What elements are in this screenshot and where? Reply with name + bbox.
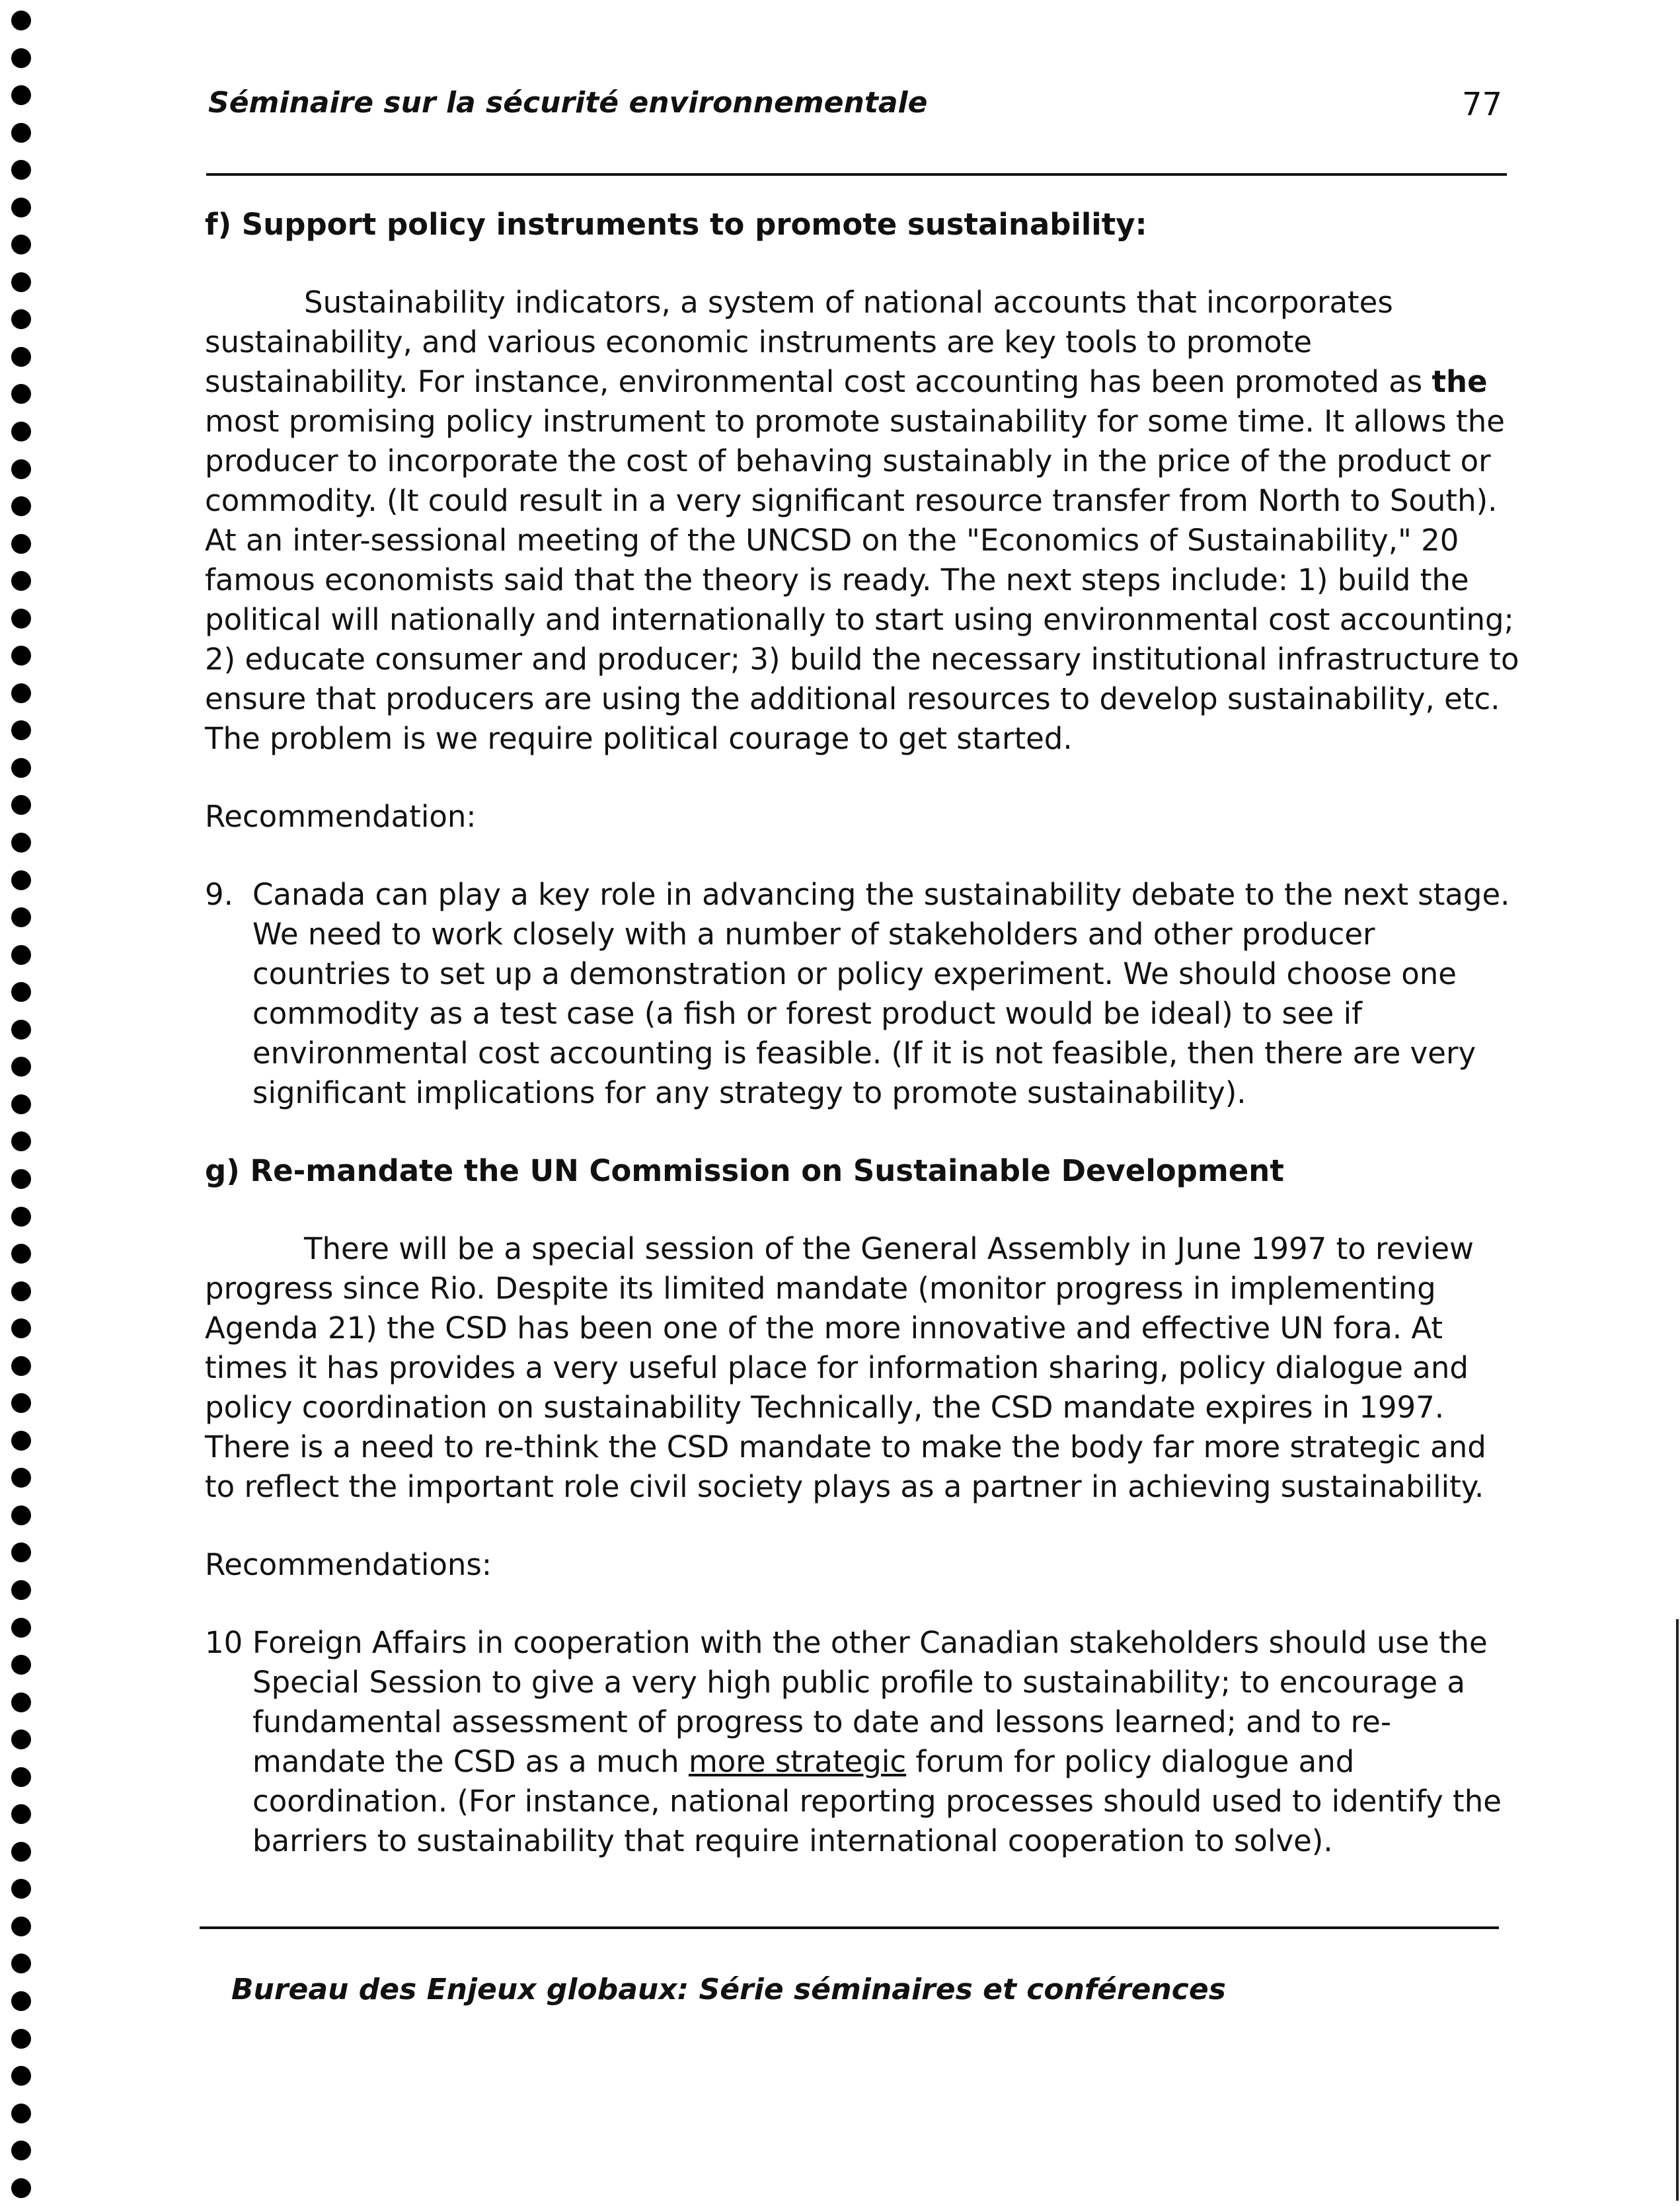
section-f-recommendation-label: Recommendation: xyxy=(205,799,477,834)
binding-hole xyxy=(11,1505,31,1525)
running-header-title: Séminaire sur la sécurité environnementale xyxy=(208,86,928,120)
binding-hole xyxy=(11,347,31,367)
binding-hole xyxy=(11,2066,31,2086)
binding-hole xyxy=(11,945,31,965)
binding-hole xyxy=(11,198,31,217)
binding-hole xyxy=(11,571,31,591)
binding-hole xyxy=(11,907,31,927)
binding-hole xyxy=(11,160,31,180)
binding-hole xyxy=(11,1842,31,1862)
binding-hole xyxy=(11,683,31,703)
recommendation-9 xyxy=(205,875,1521,1113)
binding-hole xyxy=(11,272,31,292)
binding-hole xyxy=(11,123,31,143)
binding-hole xyxy=(11,85,31,105)
section-g-recommendation-label: Recommendations: xyxy=(205,1547,492,1582)
binding-hole xyxy=(11,1393,31,1413)
binding-hole xyxy=(11,1879,31,1899)
binding-hole xyxy=(11,48,31,68)
section-g-paragraph: There will be a special session of the General Assembly in June 1997 to review progress since Rio. Despite its limited mandate (monitor progress in implementing Agenda 21) the CSD has been one of the more innovative and effective UN fora. At times it has provides a very useful place for information sharing, policy dialogue and policy coordination on sustainability Technically, the CSD mandate expires in 1997. There is a need to re-think the CSD mandate to make the body far more strategic and to reflect the important role civil society plays as a partner in achieving sustainability. xyxy=(205,1231,1486,1504)
binding-hole xyxy=(11,2029,31,2049)
recommendation-10 xyxy=(205,1623,1521,1861)
binding-hole xyxy=(11,384,31,404)
binding-hole xyxy=(11,1693,31,1712)
binding-hole xyxy=(11,1244,31,1264)
recommendation-text-part-2: forum for policy dialogue and coordination. (For instance, national reporting processes should used to identify the barriers to sustainability that require international cooperation to solve). xyxy=(252,1744,1502,1858)
binding-hole xyxy=(11,609,31,628)
binding-hole xyxy=(11,534,31,554)
binding-hole xyxy=(11,1057,31,1077)
recommendation-text xyxy=(252,1623,1521,1861)
binding-hole xyxy=(11,2104,31,2123)
page-body xyxy=(205,205,1521,1861)
recommendation-text: Canada can play a key role in advancing the sustainability debate to the next stage. We need to work closely with a number of stakeholders and other producer countries to set up a demonstration or policy experiment. We should choose one commodity as a test case (a fish or forest product would be ideal) to see if environmental cost accounting is feasible. (If it is not feasible, then there are very significant implications for any strategy to promote sustainability). xyxy=(252,877,1510,1110)
binding-hole xyxy=(11,2141,31,2160)
binding-hole xyxy=(11,1207,31,1227)
recommendation-number: 10 xyxy=(205,1625,243,1660)
binding-hole xyxy=(11,1954,31,1973)
binding-hole xyxy=(11,720,31,740)
section-f-heading: f) Support policy instruments to promote sustainability: xyxy=(205,207,1147,242)
binding-hole xyxy=(11,422,31,441)
underlined-phrase: more strategic xyxy=(688,1744,907,1779)
binding-hole xyxy=(11,459,31,479)
binding-hole xyxy=(11,1542,31,1562)
binding-hole xyxy=(11,795,31,815)
binding-hole xyxy=(11,1655,31,1675)
binding-hole xyxy=(11,1094,31,1114)
binding-hole xyxy=(11,1730,31,1749)
section-f-paragraph xyxy=(205,283,1521,759)
binding-hole xyxy=(11,1804,31,1824)
binding-hole xyxy=(11,1580,31,1600)
binding-hole xyxy=(11,1468,31,1488)
binding-hole xyxy=(11,1131,31,1151)
binding-holes xyxy=(7,11,36,2198)
binding-hole xyxy=(11,1431,31,1451)
binding-hole xyxy=(11,870,31,890)
section-f-paragraph-bold: the xyxy=(1432,364,1488,399)
footer-rule xyxy=(200,1926,1499,1929)
binding-hole xyxy=(11,235,31,254)
binding-hole xyxy=(11,1169,31,1189)
binding-hole xyxy=(11,309,31,329)
binding-hole xyxy=(11,1356,31,1376)
binding-hole xyxy=(11,1917,31,1936)
binding-hole xyxy=(11,1767,31,1787)
binding-hole xyxy=(11,1281,31,1301)
binding-hole xyxy=(11,1991,31,2011)
binding-hole xyxy=(11,982,31,1002)
section-f-paragraph-part-1: Sustainability indicators, a system of national accounts that incorporates sustainability, and various economic instruments are key tools to promote sustainability. For instance, environmental cost accounting has been promoted as xyxy=(205,285,1432,399)
binding-hole xyxy=(11,2178,31,2198)
binding-hole xyxy=(11,833,31,853)
binding-hole xyxy=(11,1618,31,1638)
section-g-heading: g) Re-mandate the UN Commission on Sustainable Development xyxy=(205,1153,1284,1188)
recommendation-number: 9. xyxy=(205,877,233,912)
page-edge-shadow xyxy=(1676,1619,1679,2201)
section-f-paragraph-part-2: most promising policy instrument to promote sustainability for some time. It allows the producer to incorporate the cost of behaving sustainably in the price of the product or commodity. (It could result in a very significant resource transfer from North to South). At an inter-sessional meeting of the UNCSD on the "Economics of Sustainability," 20 famous economists said that the theory is ready. The next steps include: 1) build the political will nationally and internationally to start using environmental cost accounting; 2) educate consumer and producer; 3) build the necessary institutional infrastructure to ensure that producers are using the additional resources to develop sustainability, etc. The problem is we require political courage to get started. xyxy=(205,404,1519,756)
running-footer: Bureau des Enjeux globaux: Série séminaires et conférences xyxy=(231,1973,1226,2006)
binding-hole xyxy=(11,1318,31,1338)
header-rule xyxy=(206,173,1507,176)
binding-hole xyxy=(11,1020,31,1040)
page-number: 77 xyxy=(1462,86,1503,123)
binding-hole xyxy=(11,496,31,516)
binding-hole xyxy=(11,11,31,30)
binding-hole xyxy=(11,758,31,778)
binding-hole xyxy=(11,646,31,666)
recommendation-text-part-1: Foreign Affairs in cooperation with the other Canadian stakeholders should use the Special Session to give a very high public profile to sustainability; to encourage a fundamental assessment of progress to date and lessons learned; and to re-mandate the CSD as a much xyxy=(252,1625,1488,1779)
